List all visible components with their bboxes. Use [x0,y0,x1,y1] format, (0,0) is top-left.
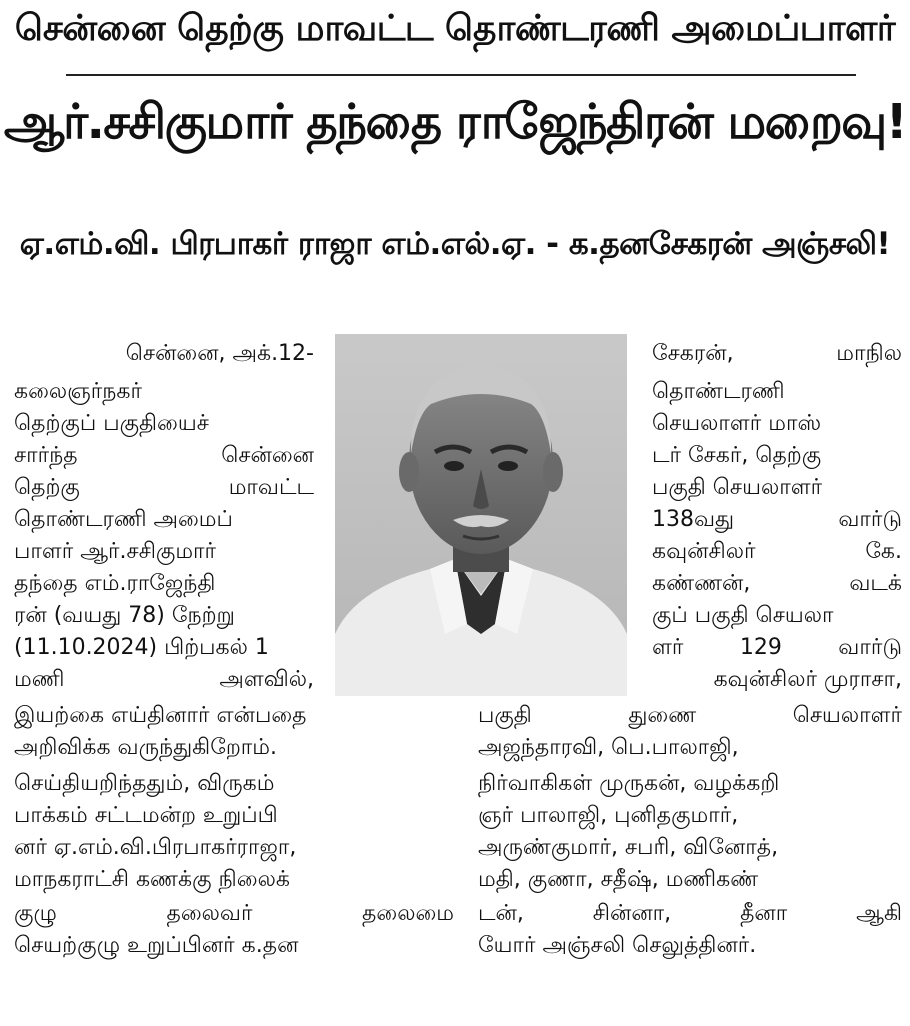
body-line: ஞர் பாலாஜி, புனிதகுமார், [478,803,739,828]
body-line: அறிவிக்க வருந்துகிறோம். [14,735,277,760]
body-line: 138வது வார்டு [652,507,902,532]
body-line: ளர் 129 வார்டு [652,635,902,660]
portrait-illustration [335,334,627,696]
body-line: மதி, குணா, சதீஷ், மணிகண் [478,867,759,892]
body-line: அஜந்தாரவி, பெ.பாலாஜி, [478,735,739,760]
body-line: னர் ஏ.எம்.வி.பிரபாகர்ராஜா, [14,835,297,860]
body-line: யோர் அஞ்சலி செலுத்தினர். [478,933,757,958]
body-line: டன், சின்னா, தீனா ஆகி [478,901,902,926]
body-line: குப் பகுதி செயலா [652,603,834,628]
body-line: கவுன்சிலர் முராசா, [713,667,902,692]
body-line: குழு தலைவர் தலைமை [14,901,454,926]
subheadline: ஏ.எம்.வி. பிரபாகர் ராஜா எம்.எல்.ஏ. - க.தனசேகரன் அஞ்சலி! [19,226,891,262]
body-line: (11.10.2024) பிற்பகல் 1 [14,635,269,660]
body-line: மணி அளவில், [14,667,314,692]
body-line: சார்ந்த சென்னை [14,443,314,468]
portrait-photo [335,334,627,696]
body-line: நிர்வாகிகள் முருகன், வழக்கறி [478,771,780,796]
body-line: செயற்குழு உறுப்பினர் க.தன [14,933,299,958]
body-line: செயலாளர் மாஸ் [652,411,822,436]
body-line: சென்னை, அக்.12- [125,341,314,366]
body-line: தெற்கு மாவட்ட [14,475,314,500]
body-line: அருண்குமார், சபரி, வினோத், [478,835,779,860]
body-line: இயற்கை எய்தினார் என்பதை [14,703,307,728]
body-line: தந்தை எம்.ராஜேந்தி [14,571,216,596]
body-line: ரன் (வயது 78) நேற்று [14,603,235,628]
body-line: பாக்கம் சட்டமன்ற உறுப்பி [14,803,278,828]
body-line: தொண்டரணி [652,379,785,404]
headline: ஆர்.சசிகுமார் தந்தை ராஜேந்திரன் மறைவு! [3,94,907,150]
body-line: சேகரன், மாநில [652,341,902,366]
body-line: கவுன்சிலர் கே. [652,539,902,564]
body-line: செய்தியறிந்ததும், விருகம் [14,771,275,796]
header-rule [66,74,856,76]
kicker-title: சென்னை தெற்கு மாவட்ட தொண்டரணி அமைப்பாளர் [14,8,896,49]
body-line: தெற்குப் பகுதியைச் [14,411,209,436]
body-line: பகுதி செயலாளர் [652,475,823,500]
body-line: பாளர் ஆர்.சசிகுமார் [14,539,217,564]
body-line: பகுதி துணை செயலாளர் [478,703,902,728]
body-line: தொண்டரணி அமைப் [14,507,233,532]
body-line: கண்ணன், வடக் [652,571,902,596]
body-line: கலைஞர்நகர் [14,379,142,404]
body-line: டர் சேகர், தெற்கு [652,443,822,468]
body-line: மாநகராட்சி கணக்கு நிலைக் [14,867,290,892]
